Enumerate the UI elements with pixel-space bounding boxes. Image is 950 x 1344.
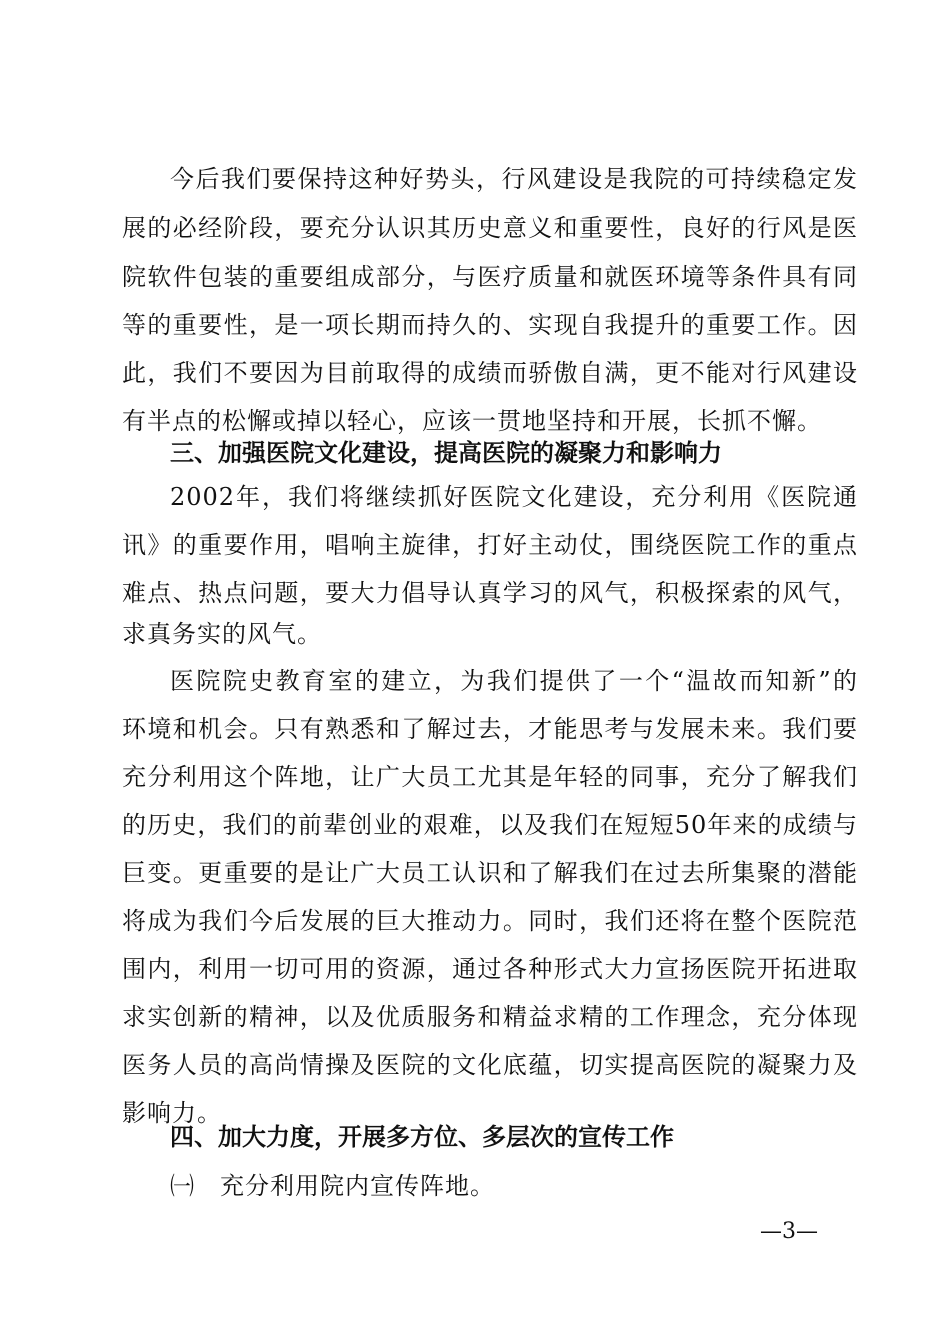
paragraph-line: 将成为我们今后发展的巨大推动力。同时，我们还将在整个医院范 — [122, 907, 858, 935]
paragraph-line: 求实创新的精神，以及优质服务和精益求精的工作理念，充分体现 — [122, 1003, 858, 1031]
paragraph-line: 的历史，我们的前辈创业的艰难，以及我们在短短50年来的成绩与 — [122, 811, 858, 839]
paragraph-line: 有半点的松懈或掉以轻心，应该一贯地坚持和开展，长抓不懈。 — [122, 407, 822, 435]
paragraph-line: 今后我们要保持这种好势头，行风建设是我院的可持续稳定发 — [170, 165, 858, 193]
section-heading-3: 三、加强医院文化建设，提高医院的凝聚力和影响力 — [170, 439, 722, 467]
paragraph-line: 围内，利用一切可用的资源，通过各种形式大力宣扬医院开拓进取 — [122, 955, 858, 983]
paragraph-line: 医院院史教育室的建立，为我们提供了一个“温故而知新”的 — [170, 667, 858, 695]
list-item-text: 充分利用院内宣传阵地。 — [220, 1172, 495, 1200]
paragraph-line: 展的必经阶段，要充分认识其历史意义和重要性，良好的行风是医 — [122, 214, 858, 242]
paragraph-line: 充分利用这个阵地，让广大员工尤其是年轻的同事，充分了解我们 — [122, 763, 858, 791]
paragraph-line: 环境和机会。只有熟悉和了解过去，才能思考与发展未来。我们要 — [122, 715, 858, 743]
list-marker: ㈠ — [170, 1172, 195, 1200]
paragraph-line: 院软件包装的重要组成部分，与医疗质量和就医环境等条件具有同 — [122, 263, 858, 291]
section-heading-4: 四、加大力度，开展多方位、多层次的宣传工作 — [170, 1123, 674, 1151]
paragraph-line: 此，我们不要因为目前取得的成绩而骄傲自满，更不能对行风建设 — [122, 359, 858, 387]
paragraph-line: 求真务实的风气。 — [122, 620, 322, 648]
page-number: —3— — [760, 1219, 818, 1244]
paragraph-line: 巨变。更重要的是让广大员工认识和了解我们在过去所集聚的潜能 — [122, 859, 858, 887]
paragraph-line: 等的重要性，是一项长期而持久的、实现自我提升的重要工作。因 — [122, 311, 858, 339]
paragraph-line: 医务人员的高尚情操及医院的文化底蕴，切实提高医院的凝聚力及 — [122, 1051, 858, 1079]
paragraph-line: 难点、热点问题，要大力倡导认真学习的风气，积极探索的风气， — [122, 579, 858, 607]
paragraph-line: 影响力。 — [122, 1099, 222, 1127]
paragraph-line: 讯》的重要作用，唱响主旋律，打好主动仗，围绕医院工作的重点 — [122, 531, 858, 559]
paragraph-line: 2002年，我们将继续抓好医院文化建设，充分利用《医院通 — [170, 483, 858, 511]
list-item-1 — [170, 1166, 495, 1206]
